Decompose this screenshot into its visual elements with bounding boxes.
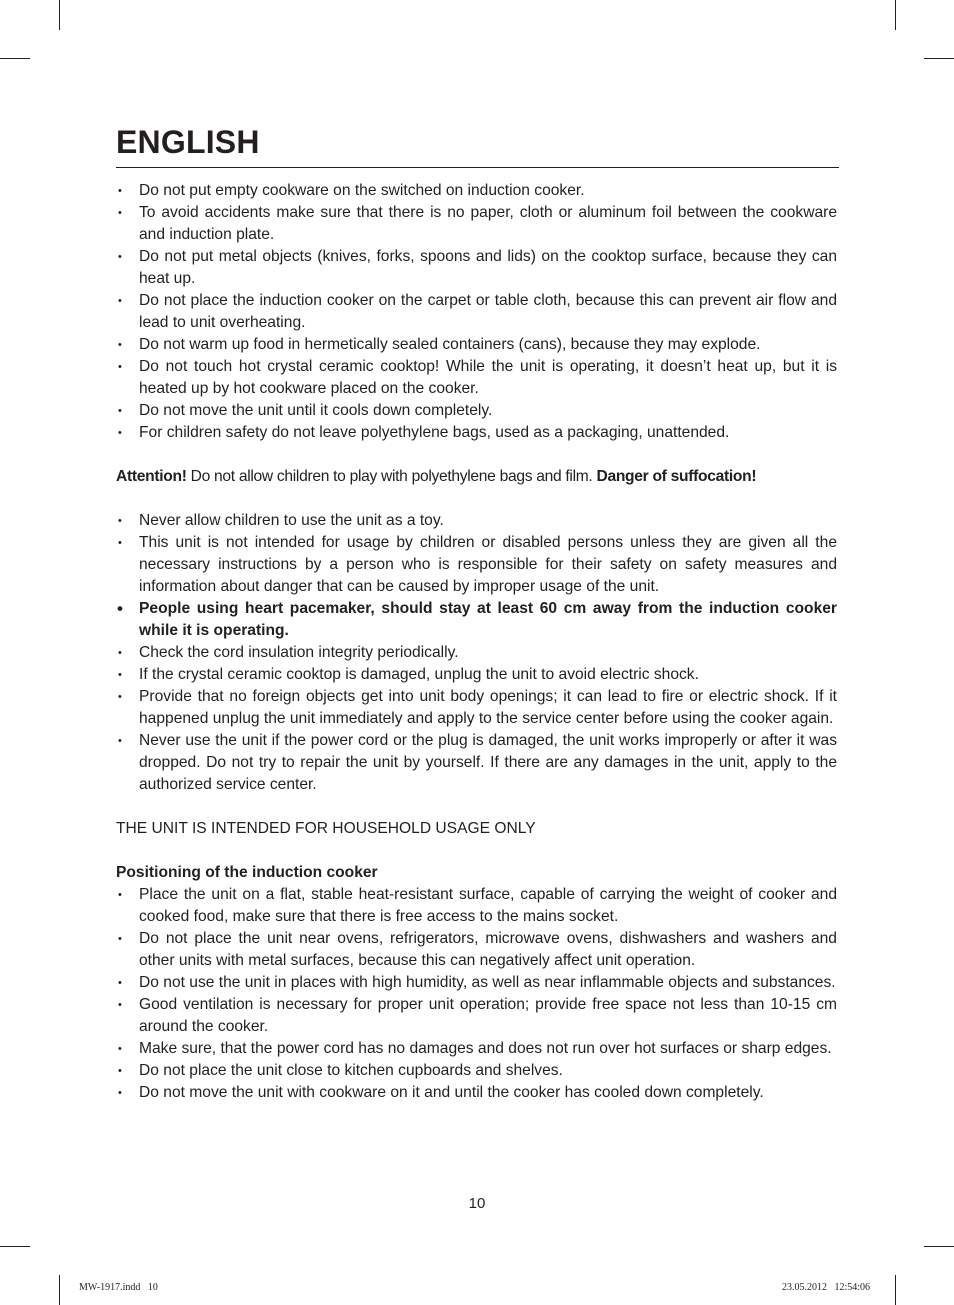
list-item: • Do not put empty cookware on the switched on induction cooker. bbox=[118, 182, 585, 199]
list-item: • For children safety do not leave polyethylene bags, used as a packaging, unattended. bbox=[118, 424, 730, 441]
list-item: • Never allow children to use the unit as a toy. bbox=[118, 512, 444, 529]
crop-mark bbox=[59, 1275, 60, 1305]
page-number: 10 bbox=[468, 1195, 486, 1212]
crop-mark bbox=[895, 1275, 896, 1305]
positioning-list bbox=[116, 884, 837, 1104]
list-item: • If the crystal ceramic cooktop is damaged, unplug the unit to avoid electric shock. bbox=[118, 666, 699, 683]
list-item: • To avoid accidents make sure that there is no paper, cloth or aluminum foil between the cookware and induction plate. bbox=[118, 204, 837, 243]
list-item: • Do not move the unit until it cools down completely. bbox=[118, 402, 493, 419]
crop-mark bbox=[0, 1246, 30, 1247]
list-item: • Do not place the unit near ovens, refrigerators, microwave ovens, dishwashers and washers and other units with metal surfaces, because this can negatively affect unit operation. bbox=[118, 930, 837, 969]
crop-mark bbox=[59, 0, 60, 30]
list-item: • Make sure, that the power cord has no damages and does not run over hot surfaces or sharp edges. bbox=[118, 1040, 832, 1057]
safety-list-1 bbox=[116, 180, 837, 444]
list-item: • Good ventilation is necessary for proper unit operation; provide free space not less than 10-15 cm around the cooker. bbox=[118, 996, 837, 1035]
footer-timestamp: 23.05.2012 12:54:06 bbox=[781, 1282, 870, 1293]
footer-file-name: MW-1917.indd 10 bbox=[79, 1282, 158, 1293]
list-item: • Provide that no foreign objects get into unit body openings; it can lead to fire or electric shock. If it happened unplug the unit immediately and apply to the service center before using the cooker again. bbox=[118, 688, 837, 727]
list-item: • Do not use the unit in places with high humidity, as well as near inflammable objects and substances. bbox=[118, 974, 836, 991]
crop-mark bbox=[924, 58, 954, 59]
list-item: • Place the unit on a flat, stable heat-resistant surface, capable of carrying the weight of cooker and cooked food, make sure that there is free access to the mains socket. bbox=[118, 886, 837, 925]
document-body bbox=[116, 180, 837, 1104]
list-item: • Do not place the unit close to kitchen cupboards and shelves. bbox=[118, 1062, 563, 1079]
attention-label: Attention! bbox=[116, 468, 187, 485]
list-item: • Do not place the induction cooker on the carpet or table cloth, because this can prevent air flow and lead to unit overheating. bbox=[118, 292, 837, 331]
household-notice: THE UNIT IS INTENDED FOR HOUSEHOLD USAGE ONLY bbox=[116, 820, 536, 837]
list-item: • Never use the unit if the power cord or the plug is damaged, the unit works improperly or after it was dropped. Do not try to repair the unit by yourself. If there are any damages in the unit, apply to the authorized service center. bbox=[118, 732, 837, 793]
attention-warning: Danger of suffocation! bbox=[596, 468, 757, 485]
page-title: ENGLISH bbox=[116, 124, 260, 160]
list-item: • Do not move the unit with cookware on it and until the cooker has cooled down completely. bbox=[118, 1084, 764, 1101]
safety-list-2 bbox=[116, 510, 837, 796]
list-item: • Do not put metal objects (knives, forks, spoons and lids) on the cooktop surface, because they can heat up. bbox=[118, 248, 837, 287]
crop-mark bbox=[924, 1246, 954, 1247]
section-title: Positioning of the induction cooker bbox=[116, 864, 378, 881]
list-item: • Do not warm up food in hermetically sealed containers (cans), because they may explode. bbox=[118, 336, 761, 353]
list-item-pacemaker-warning: • People using heart pacemaker, should stay at least 60 cm away from the induction cooker while it is operating. bbox=[117, 599, 837, 639]
attention-notice: Attention! Do not allow children to play with polyethylene bags and film. Danger of suffocation! bbox=[116, 468, 757, 485]
crop-mark bbox=[0, 58, 30, 59]
list-item: • This unit is not intended for usage by children or disabled persons unless they are given all the necessary instructions by a person who is responsible for their safety on safety measures and information about danger that can be caused by improper usage of the unit. bbox=[118, 534, 837, 595]
title-divider bbox=[116, 167, 839, 168]
list-item: • Check the cord insulation integrity periodically. bbox=[118, 644, 459, 661]
crop-mark bbox=[895, 0, 896, 30]
list-item: • Do not touch hot crystal ceramic cooktop! While the unit is operating, it doesn’t heat up, but it is heated up by hot cookware placed on the cooker. bbox=[118, 358, 837, 397]
